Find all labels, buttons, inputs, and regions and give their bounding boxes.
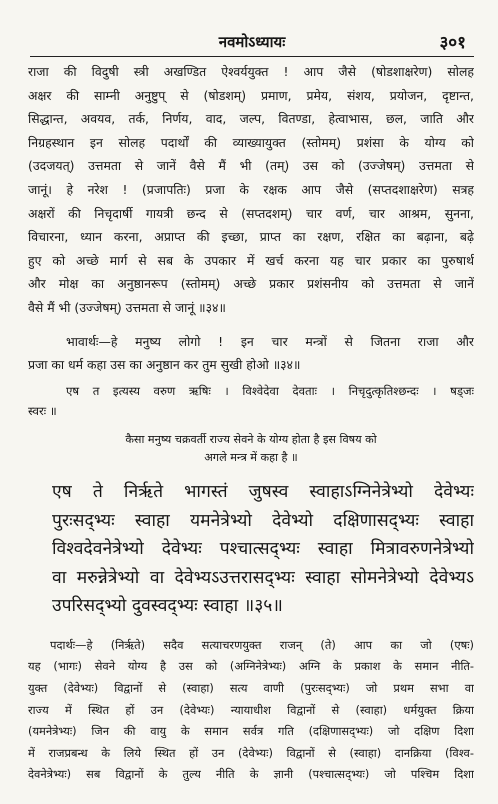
- prose-line: निग्रहस्थान इन सोलह पदार्थों की व्याख्यायुक्त (स्तोमम्) प्रशंसा के योग्य को: [28, 134, 474, 150]
- prose-line: सिद्धान्त, अवयव, तर्क, निर्णय, वाद, जल्प, वितण्डा, हेत्वाभास, छल, जाति और: [28, 111, 474, 127]
- meta-line: स्वरः ॥: [28, 403, 57, 418]
- prose-line: अक्षर की साम्नी अनुष्टुप् से (षोडशम्) प्रमाण, प्रमेय, संशय, प्रयोजन, दृष्टान्त,: [28, 87, 474, 103]
- padartha-line: में राजप्रबन्ध के लिये स्थित हों उन (देवेभ्यः) विद्वानों से (स्वाहा) दानक्रिया (विश्व-: [28, 745, 474, 760]
- mantra-line: वा मरुन्नेत्रेभ्यो वा देवेभ्यऽउत्तरासद्भ्यः स्वाहा सोमनेत्रेभ्यो देवेभ्यऽ: [52, 567, 474, 588]
- prose-line: अक्षरों की निचृदार्षी गायत्री छन्द से (सप्तदशम्) चार वर्ण, चार आश्रम, सुनना,: [28, 205, 474, 221]
- prose-line: विचारना, ध्यान करना, अप्राप्त की इच्छा, प्राप्त का रक्षण, रक्षित का बढ़ाना, बढ़े: [28, 229, 474, 245]
- mantra-block: [28, 478, 474, 621]
- padartha-paragraph: [28, 635, 474, 786]
- mantra-line: पुरःसद्भ्यः स्वाहा यमनेत्रेभ्यो देवेभ्यो दक्षिणासद्भ्यः स्वाहा: [52, 510, 474, 531]
- prose-line: हुए को अच्छे मार्ग से सब के उपकार में खर्च करना यह चार प्रकार का पुरुषार्थ: [28, 252, 474, 268]
- page-body: [28, 60, 474, 786]
- padartha-line: युक्त (देवेभ्यः) विद्वानों से (स्वाहा) सत्य वाणी (पुरःसद्भ्यः) जो प्रथम सभा वा: [28, 681, 474, 696]
- bhavartha-line: प्रजा का धर्म कहा उस का अनुष्ठान कर तुम सुखी होओ ॥३४॥: [28, 357, 301, 373]
- padartha-line: पदार्थः—हे (निर्ऋते) सदैव सत्याचरणयुक्त राजन् (ते) आप का जो (एषः): [50, 637, 474, 652]
- prose-line: वैसे मैं भी (उज्जेषम्) उत्तमता से जानूं ॥३४॥: [28, 299, 226, 315]
- prose-line: राजा की विदुषी स्त्री अखण्डित ऐश्वर्ययुक्त ! आप जैसे (षोडशाक्षरेण) सोलह: [28, 64, 474, 79]
- mantra-line: विश्वदेवनेत्रेभ्यो देवेभ्यः पश्चात्सद्भ्यः स्वाहा मित्रावरुणनेत्रेभ्यो: [52, 539, 474, 560]
- bhavartha-paragraph: [28, 330, 474, 377]
- intro-line: कैसा मनुष्य चक्रवर्ती राज्य सेवने के योग्य होता है इस विषय को: [125, 432, 377, 446]
- meta-line: एष त इत्यस्य वरुण ऋषिः । विश्वेदेवा देवताः । निचृदुत्कृतिश्छन्दः । षड्जः: [66, 383, 474, 398]
- prose-paragraph: [28, 60, 474, 320]
- prose-line: और मोक्ष का अनुष्ठानरूप (स्तोमम्) अच्छे प्रकार प्रशंसनीय को उत्तमता से जानें: [28, 276, 474, 292]
- mantra-line: एष ते निर्ऋते भागस्तं जुषस्व स्वाहाऽग्निनेत्रेभ्यो देवेभ्यः: [52, 481, 474, 502]
- chapter-title: नवमोऽध्यायः: [218, 33, 286, 51]
- padartha-line: यह (भागः) सेवने योग्य है उस को (अग्निनेत्रेभ्यः) अग्नि के प्रकाश के समान नीति-: [28, 659, 474, 674]
- rishi-devata-note: [28, 381, 474, 421]
- page-number: ३०१: [439, 33, 466, 53]
- mantra-line: उपरिसद्भ्यो दुवस्वद्भ्यः स्वाहा ॥३५॥: [52, 596, 283, 617]
- padartha-line: राज्य में स्थित हों उन (देवेभ्यः) न्यायाधीश विद्वानों से (स्वाहा) धर्मयुक्त क्रिया: [28, 702, 474, 717]
- prose-line: जानूं। हे नरेश ! (प्रजापतिः) प्रजा के रक्षक आप जैसे (सप्तदशाक्षरेण) सत्रह: [28, 181, 474, 197]
- prose-line: (उदजयत्) उत्तमता से जानें वैसे मैं भी (तम्) उस को (उज्जेषम्) उत्तमता से: [28, 158, 474, 174]
- padartha-line: (यमनेत्रेभ्यः) जिन की वायु के समान सर्वत्र गति (दक्षिणासद्भ्यः) जो दक्षिण दिशा: [28, 724, 474, 739]
- bhavartha-line: भावार्थः—हे मनुष्य लोगो ! इन चार मन्त्रों से जितना राजा और: [66, 333, 474, 349]
- page-header: [30, 30, 474, 57]
- intro-line: अगले मन्त्र में कहा है ॥: [204, 451, 298, 465]
- padartha-line: देवनेत्रेभ्यः) सब विद्वानों के तुल्य नीति के ज्ञानी (पश्चात्सद्भ्यः) जो पश्चिम दिशा: [28, 767, 474, 782]
- mantra-intro: [28, 431, 474, 468]
